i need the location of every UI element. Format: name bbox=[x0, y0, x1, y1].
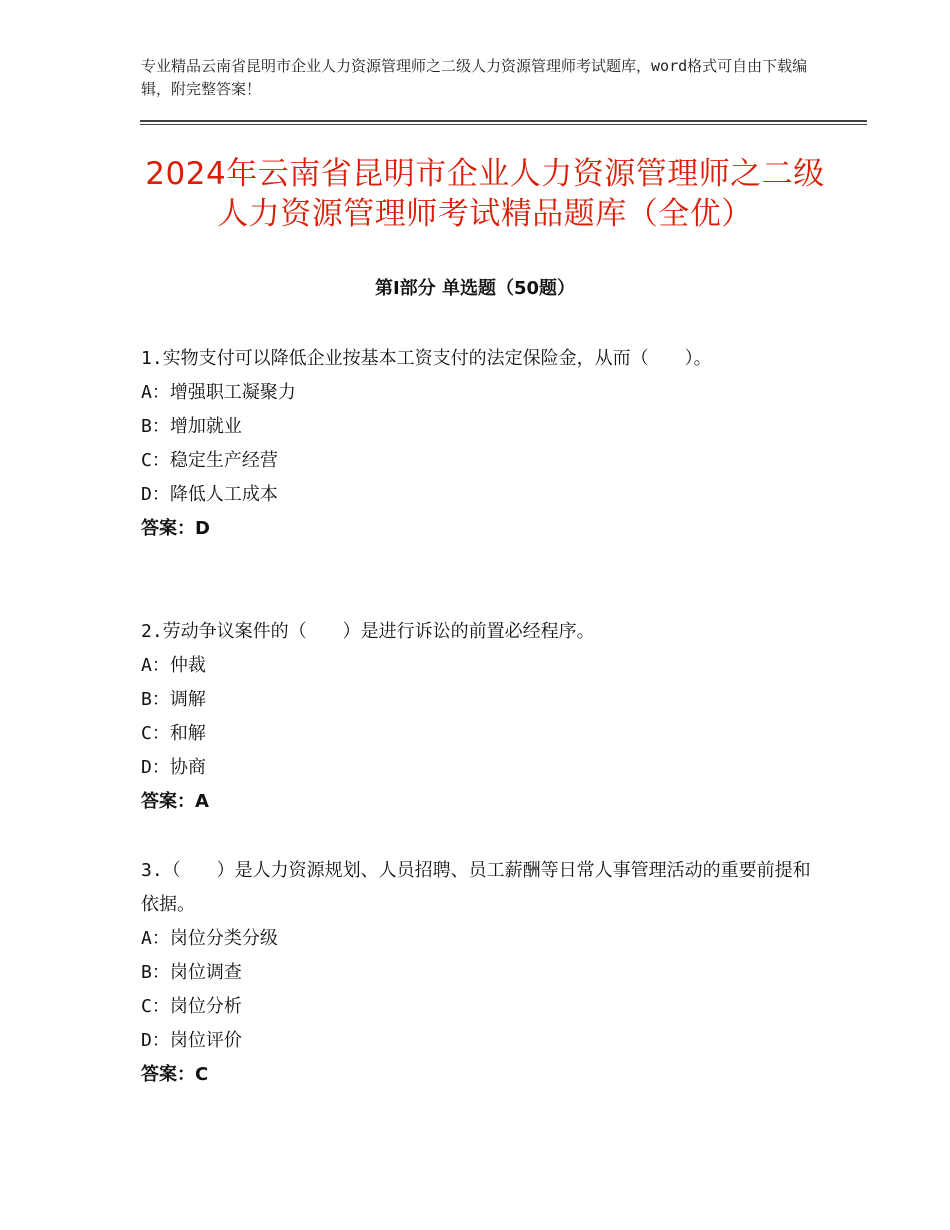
option-a: A：增强职工凝聚力 bbox=[141, 382, 296, 403]
question-item bbox=[141, 615, 821, 819]
option-a: A：仲裁 bbox=[141, 655, 206, 676]
option-b: B：岗位调查 bbox=[141, 962, 242, 983]
header-note: 专业精品云南省昆明市企业人力资源管理师之二级人力资源管理师考试题库，word格式可自由下载编辑，附完整答案！ bbox=[141, 57, 808, 98]
question-stem: 3.（ ）是人力资源规划、人员招聘、员工薪酬等日常人事管理活动的重要前提和依据。 bbox=[141, 860, 811, 915]
question-stem: 2.劳动争议案件的（ ）是进行诉讼的前置必经程序。 bbox=[141, 621, 595, 642]
option-b: B：调解 bbox=[141, 689, 206, 710]
section-heading: 第Ⅰ部分 单选题（50题） bbox=[374, 278, 575, 299]
option-d: D：降低人工成本 bbox=[141, 484, 278, 505]
question-stem: 1.实物支付可以降低企业按基本工资支付的法定保险金，从而（ ）。 bbox=[141, 348, 712, 369]
question-item bbox=[141, 854, 821, 1092]
answer-label: 答案：C bbox=[141, 1064, 209, 1085]
option-c: C：岗位分析 bbox=[141, 996, 242, 1017]
answer-label: 答案：A bbox=[141, 791, 209, 812]
header-divider-thin bbox=[140, 124, 867, 125]
option-c: C：和解 bbox=[141, 723, 206, 744]
option-c: C：稳定生产经营 bbox=[141, 450, 278, 471]
document-title: 2024年云南省昆明市企业人力资源管理师之二级人力资源管理师考试精品题库（全优） bbox=[145, 156, 825, 232]
header-divider-thick bbox=[140, 120, 867, 122]
answer-label: 答案：D bbox=[141, 518, 210, 539]
option-d: D：岗位评价 bbox=[141, 1030, 242, 1051]
question-item bbox=[141, 342, 821, 546]
option-a: A：岗位分类分级 bbox=[141, 928, 278, 949]
option-b: B：增加就业 bbox=[141, 416, 242, 437]
option-d: D：协商 bbox=[141, 757, 206, 778]
